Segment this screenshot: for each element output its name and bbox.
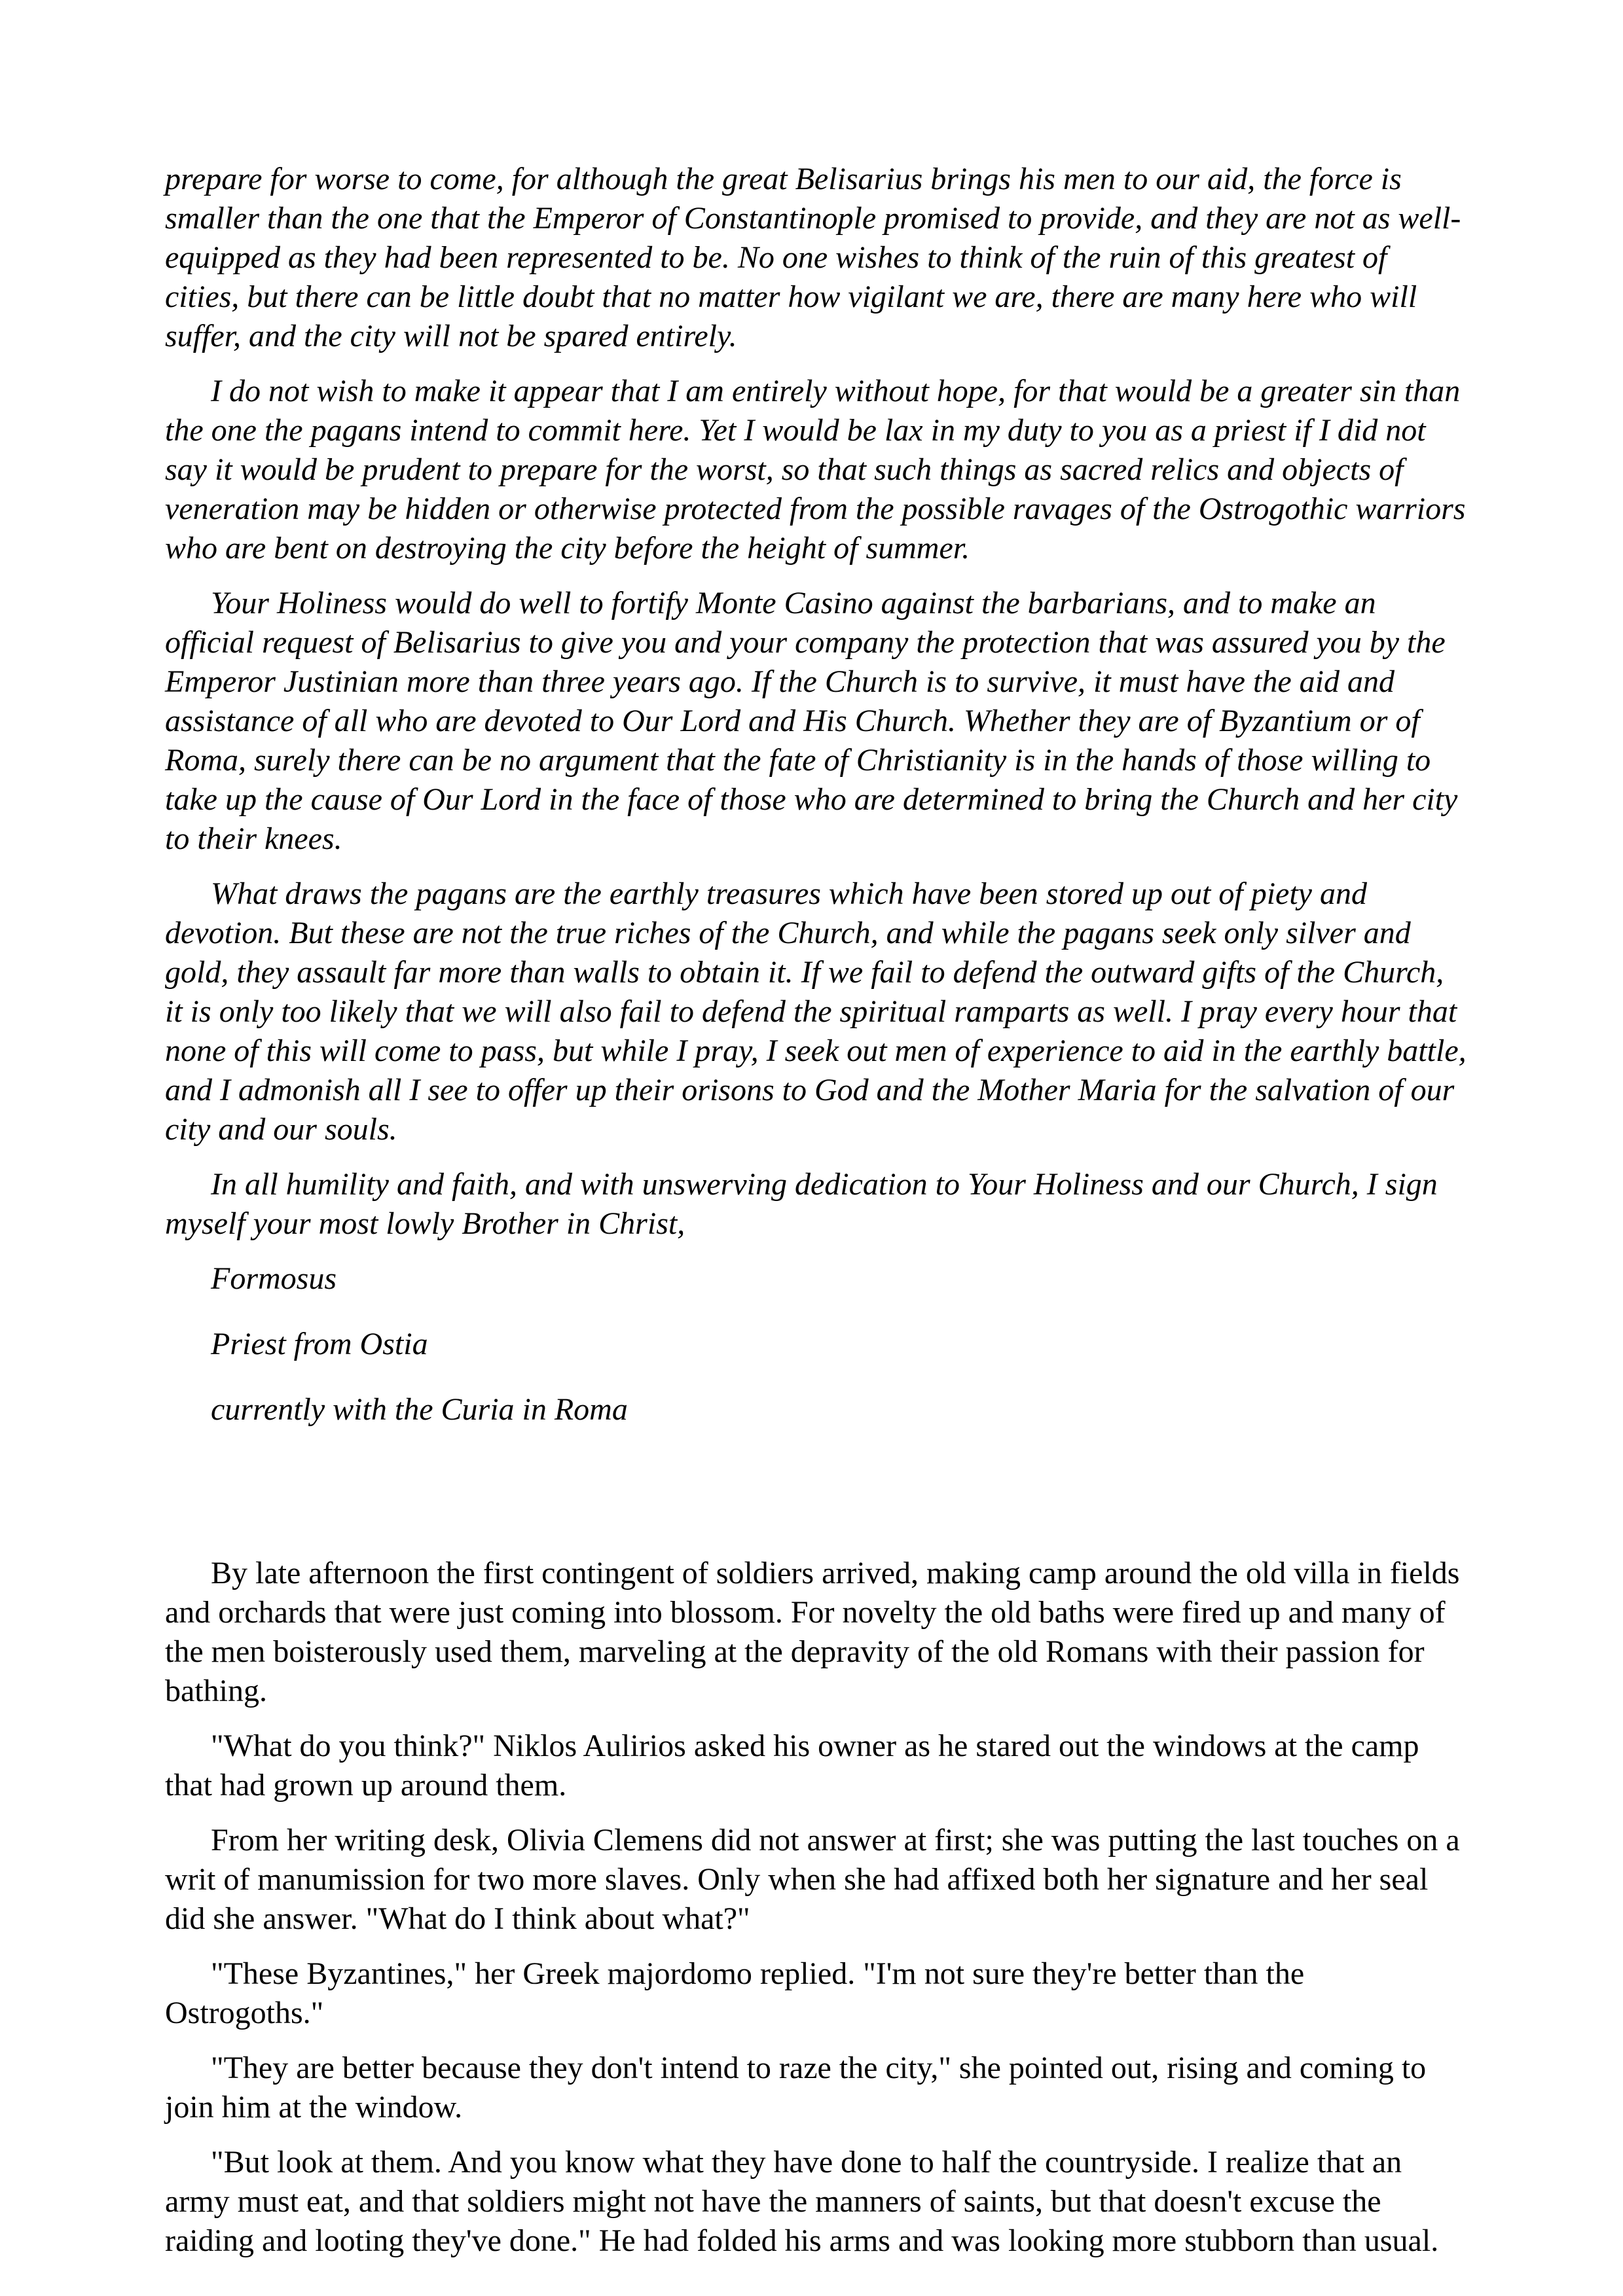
letter-paragraph: prepare for worse to come, for although the great Belisarius brings his men to our aid, the force is smaller than the one that the Emperor of Constantinople promised to provide, and they are not as well-equipped as they had been represented to be. No one wishes to think of the ruin of this greatest of cities, but there can be little doubt that no matter how vigilant we are, there are many here who will suffer, and the city will not be spared entirely. — [165, 162, 1461, 353]
narrative-paragraph: "What do you think?" Niklos Aulirios asked his owner as he stared out the windows at the camp that had grown up around them. — [165, 1729, 1419, 1803]
letter-paragraph: What draws the pagans are the earthly treasures which have been stored up out of piety and devotion. But these are not the true riches of the Church, and while the pagans seek only silver and gold, they assault far more than walls to obtain it. If we fail to defend the outward gifts of the Church, it is only too likely that we will also fail to defend the spiritual ramparts as well. I pray every hour that none of this will come to pass, but while I pray, I seek out men of experience to aid in the earthly battle, and I admonish all I see to offer up their orisons to God and the Mother Maria for the salvation of our city and our souls. — [165, 876, 1467, 1147]
signature-title: Priest from Ostia — [211, 1327, 428, 1361]
document-page — [165, 160, 1468, 2276]
letter-paragraph: Your Holiness would do well to fortify Monte Casino against the barbarians, and to make an official request of Belisarius to give you and your company the protection that was assured you by the Emperor Justinian more than three years ago. If the Church is to survive, it must have the aid and assistance of all who are devoted to Our Lord and His Church. Whether they are of Byzantium or of Roma, surely there can be no argument that the fate of Christianity is in the hands of those willing to take up the cause of Our Lord in the face of those who are determined to bring the Church and her city to their knees. — [165, 586, 1458, 856]
letter-section — [165, 160, 1468, 1429]
narrative-paragraph: "But look at them. And you know what they have done to half the countryside. I realize that an army must eat, and that soldiers might not have the manners of saints, but that doesn't excuse the raiding and looting they've done." He had folded his arms and was looking more stubborn than usual. — [165, 2145, 1439, 2258]
narrative-paragraph: "These Byzantines," her Greek majordomo replied. "I'm not sure they're better than the Ostrogoths." — [165, 1956, 1305, 2030]
narrative-section — [165, 1554, 1468, 2261]
signature-location: currently with the Curia in Roma — [211, 1392, 628, 1427]
letter-paragraph: In all humility and faith, and with unswerving dedication to Your Holiness and our Church, I sign myself your most lowly Brother in Christ, — [165, 1167, 1438, 1241]
narrative-paragraph: "They are better because they don't intend to raze the city," she pointed out, rising and coming to join him at the window. — [165, 2051, 1427, 2125]
narrative-paragraph: By late afternoon the first contingent of soldiers arrived, making camp around the old villa in fields and orchards that were just coming into blossom. For novelty the old baths were fired up and many of the men boisterously used them, marveling at the depravity of the old Romans with their passion for bathing. — [165, 1556, 1460, 1708]
signature-name: Formosus — [211, 1261, 337, 1296]
letter-paragraph: I do not wish to make it appear that I am entirely without hope, for that would be a greater sin than the one the pagans intend to commit here. Yet I would be lax in my duty to you as a priest if I did not say it would be prudent to prepare for the worst, so that such things as sacred relics and objects of veneration may be hidden or otherwise protected from the possible ravages of the Ostrogothic warriors who are bent on destroying the city before the height of summer. — [165, 374, 1466, 565]
letter-signature — [165, 1259, 1468, 1429]
narrative-paragraph: From her writing desk, Olivia Clemens did not answer at first; she was putting the last touches on a writ of manumission for two more slaves. Only when she had affixed both her signature and her seal did she answer. "What do I think about what?" — [165, 1823, 1460, 1936]
